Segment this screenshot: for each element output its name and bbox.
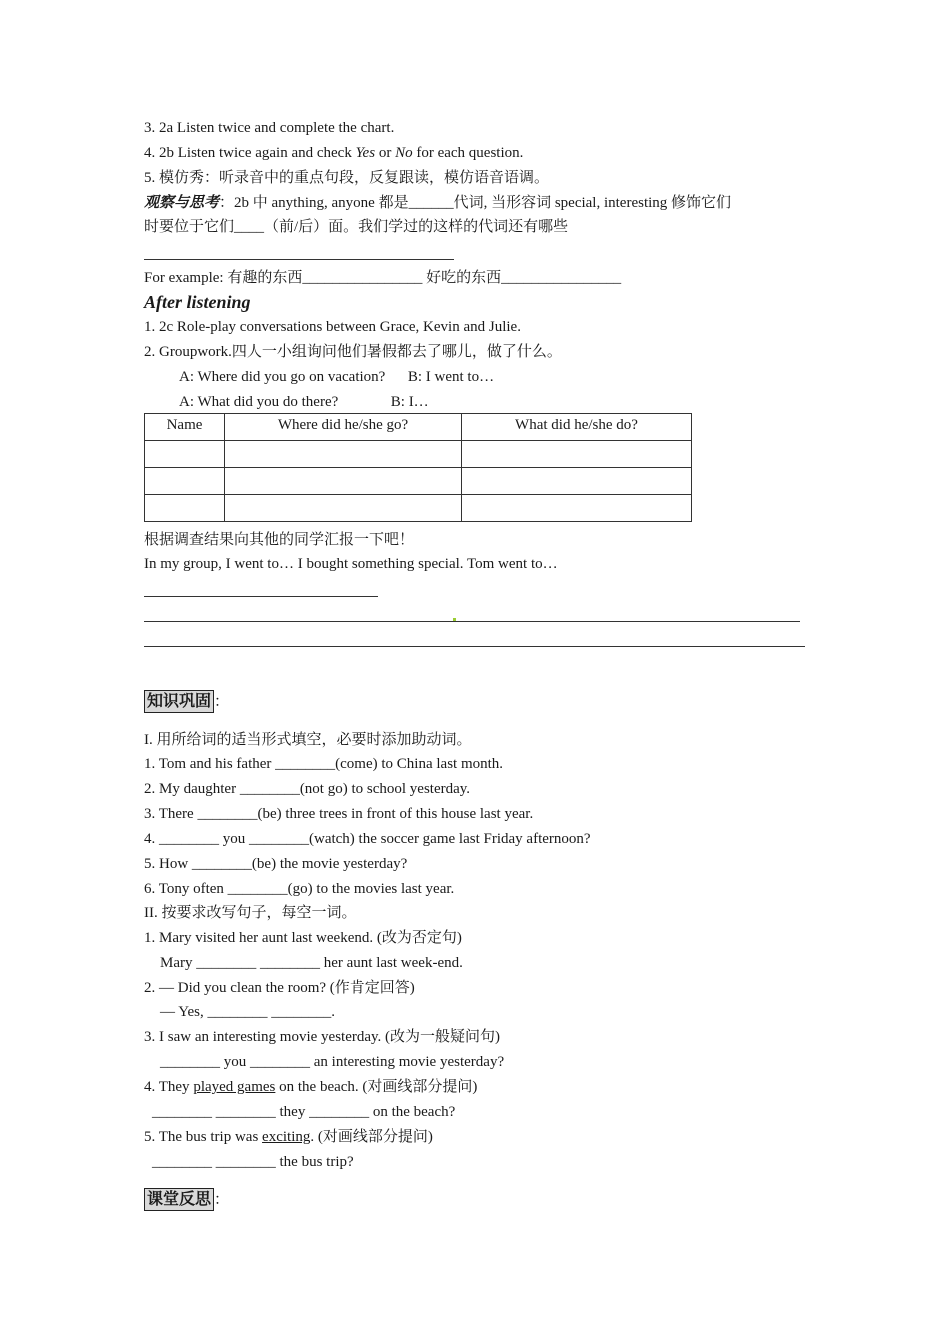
- table-cell[interactable]: [145, 441, 225, 468]
- table-row: [145, 441, 692, 468]
- table-cell[interactable]: [462, 495, 692, 522]
- answer-4: ________ ________ they ________ on the beach?: [152, 1104, 456, 1120]
- header-what: What did he/she do?: [462, 414, 692, 441]
- list-item: 2. My daughter ________(not go) to school yesterday.: [144, 781, 471, 797]
- step-2a: 3. 2a Listen twice and complete the chart.: [144, 120, 395, 136]
- list-item: 3. There ________(be) three trees in front of this house last year.: [144, 806, 534, 822]
- step-2b: 4. 2b Listen twice again and check Yes or No for each question.: [144, 145, 524, 161]
- table-row: [145, 468, 692, 495]
- role-play-item: 1. 2c Role-play conversations between Grace, Kevin and Julie.: [144, 319, 521, 335]
- dialog-line-2: A: What did you do there? B: I…: [179, 394, 429, 410]
- answer-line: [144, 596, 378, 597]
- report-sample: In my group, I went to… I bought something special. Tom went to…: [144, 556, 558, 572]
- table-header-row: [145, 414, 692, 441]
- observe-line-1: 观察与思考：2b 中 anything, anyone 都是______代词, 当形容词 special, interesting 修饰它们: [144, 195, 732, 211]
- answer-line: [144, 259, 454, 260]
- edit-marker: [453, 618, 456, 621]
- part1-title: I. 用所给词的适当形式填空，必要时添加助动词。: [144, 732, 472, 748]
- answer-5: ________ ________ the bus trip?: [152, 1154, 354, 1170]
- reflection-heading: 课堂反思: [144, 1188, 214, 1211]
- step-imitate: 5. 模仿秀：听录音中的重点句段，反复跟读，模仿语音语调。: [144, 170, 550, 186]
- table-cell[interactable]: [225, 441, 462, 468]
- answer-line: [144, 646, 805, 647]
- list-item: 4. ________ you ________(watch) the soccer game last Friday afternoon?: [144, 831, 591, 847]
- header-name: Name: [145, 414, 225, 441]
- observe-line-2: 时要位于它们____（前/后）面。我们学过的这样的代词还有哪些: [144, 219, 569, 235]
- reflection-heading-row: 课堂反思 ：: [144, 1188, 229, 1211]
- observe-example: For example: 有趣的东西________________ 好吃的东西________________: [144, 270, 622, 286]
- consolidation-heading: 知识巩固: [144, 690, 214, 713]
- list-item: 5. How ________(be) the movie yesterday?: [144, 856, 408, 872]
- observe-heading: 观察与思考: [144, 195, 220, 211]
- header-where: Where did he/she go?: [225, 414, 462, 441]
- table-cell[interactable]: [462, 441, 692, 468]
- groupwork-item: 2. Groupwork.四人一小组询问他们暑假都去了哪儿，做了什么。: [144, 344, 562, 360]
- table-cell[interactable]: [225, 495, 462, 522]
- answer-2: — Yes, ________ ________.: [160, 1004, 336, 1020]
- after-listening-heading: After listening: [144, 292, 251, 312]
- question-1: 1. Mary visited her aunt last weekend. (改为否定句): [144, 930, 462, 946]
- question-2: 2. — Did you clean the room? (作肯定回答): [144, 980, 415, 996]
- dialog-line-1: A: Where did you go on vacation? B: I went to…: [179, 369, 495, 385]
- table-cell[interactable]: [145, 495, 225, 522]
- table-cell[interactable]: [145, 468, 225, 495]
- consolidation-heading-row: 知识巩固 ：: [144, 690, 229, 713]
- answer-1: Mary ________ ________ her aunt last week-end.: [160, 955, 463, 971]
- part2-title: II. 按要求改写句子，每空一词。: [144, 905, 357, 921]
- list-item: 1. Tom and his father ________(come) to China last month.: [144, 756, 504, 772]
- answer-line: [144, 621, 800, 622]
- survey-table: [144, 413, 692, 522]
- question-3: 3. I saw an interesting movie yesterday. (改为一般疑问句): [144, 1029, 501, 1045]
- question-5: 5. The bus trip was exciting. (对画线部分提问): [144, 1129, 433, 1145]
- table-cell[interactable]: [462, 468, 692, 495]
- table-cell[interactable]: [225, 468, 462, 495]
- report-instruction: 根据调查结果向其他的同学汇报一下吧！: [144, 532, 415, 548]
- table-row: [145, 495, 692, 522]
- list-item: 6. Tony often ________(go) to the movies last year.: [144, 881, 455, 897]
- answer-3: ________ you ________ an interesting movie yesterday?: [160, 1054, 505, 1070]
- question-4: 4. They played games on the beach. (对画线部分提问): [144, 1079, 478, 1095]
